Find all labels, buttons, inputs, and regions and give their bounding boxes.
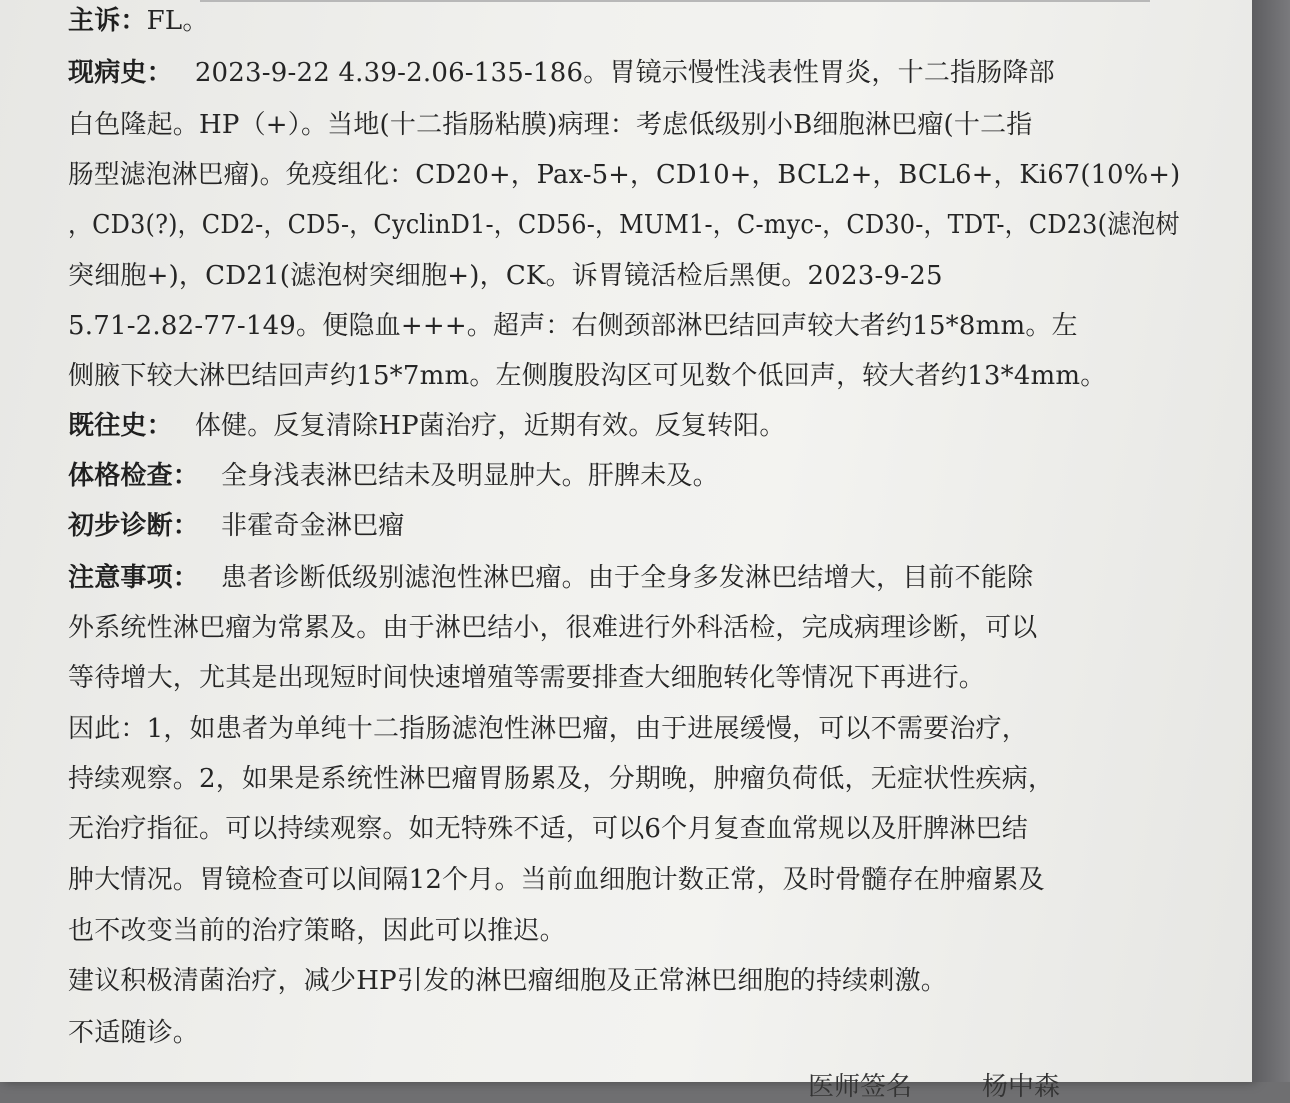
past-history-text: 体健。反复清除HP菌治疗，近期有效。反复转阳。 <box>194 411 786 441</box>
diagnosis-line <box>68 509 404 543</box>
notes-line-3 <box>68 661 985 695</box>
physical-exam-text: 全身浅表淋巴结未及明显肿大。肝脾未及。 <box>221 461 719 491</box>
present-illness-line-6 <box>68 309 1078 343</box>
present-illness-text: 5.71-2.82-77-149。便隐血+++。超声：右侧颈部淋巴结回声较大者约15*8mm。左 <box>68 311 1078 341</box>
notes-text: 患者诊断低级别滤泡性淋巴瘤。由于全身多发淋巴结增大，目前不能除 <box>221 563 1034 593</box>
notes-text: 不适随诊。 <box>68 1018 200 1048</box>
notes-text: 等待增大，尤其是出现短时间快速增殖等需要排查大细胞转化等情况下再进行。 <box>68 663 986 693</box>
notes-line-7 <box>68 863 1045 897</box>
notes-text: 肿大情况。胃镜检查可以间隔12个月。当前血细胞计数正常，及时骨髓存在肿瘤累及 <box>68 865 1045 895</box>
past-history-label: 既往史： <box>68 411 173 441</box>
notes-text: 也不改变当前的治疗策略，因此可以推迟。 <box>68 916 566 946</box>
desk-background <box>1252 0 1290 1082</box>
notes-line-10 <box>68 1016 199 1050</box>
notes-line-9 <box>68 964 947 998</box>
chief-complaint-line <box>68 4 209 38</box>
physical-exam-label: 体格检查： <box>68 461 200 491</box>
present-illness-label: 现病史： <box>68 58 173 88</box>
notes-line-1 <box>68 561 1033 595</box>
present-illness-text: 2023-9-22 4.39-2.06-135-186。胃镜示慢性浅表性胃炎，十二指肠降部 <box>194 58 1055 88</box>
present-illness-text: 侧腋下较大淋巴结回声约15*7mm。左侧腹股沟区可见数个低回声，较大者约13*4mm。 <box>68 361 1107 391</box>
notes-line-8 <box>68 914 566 948</box>
diagnosis-text: 非霍奇金淋巴瘤 <box>221 511 405 541</box>
notes-line-2 <box>68 611 1037 645</box>
present-illness-text: ，CD3(?)，CD2-，CD5-，CyclinD1-，CD56-，MUM1-，C-myc-，CD30-，TDT-，CD23(滤泡树 <box>68 210 1180 240</box>
notes-label: 注意事项： <box>68 563 200 593</box>
present-illness-line-1 <box>68 56 1055 90</box>
present-illness-line-4 <box>68 208 1180 242</box>
notes-text: 建议积极清菌治疗，减少HP引发的淋巴瘤细胞及正常淋巴细胞的持续刺激。 <box>68 966 947 996</box>
past-history-line <box>68 409 786 443</box>
present-illness-line-2 <box>68 108 1033 142</box>
signature-name: 杨中森 <box>982 1072 1061 1102</box>
notes-text: 外系统性淋巴瘤为常累及。由于淋巴结小，很难进行外科活检，完成病理诊断，可以 <box>68 613 1038 643</box>
notes-line-4 <box>68 712 1028 746</box>
notes-line-5 <box>68 762 1054 796</box>
signature-line <box>808 1066 1060 1103</box>
present-illness-line-7 <box>68 359 1106 393</box>
present-illness-text: 肠型滤泡淋巴瘤)。免疫组化：CD20+，Pax-5+，CD10+，BCL2+，BCL6+，Ki67(10%+) <box>68 160 1181 190</box>
signature-label: 医师签名 <box>808 1072 913 1102</box>
diagnosis-label: 初步诊断： <box>68 511 200 541</box>
physical-exam-line <box>68 459 719 493</box>
present-illness-text: 突细胞+)，CD21(滤泡树突细胞+)，CK。诉胃镜活检后黑便。2023-9-25 <box>68 261 943 291</box>
notes-text: 无治疗指征。可以持续观察。如无特殊不适，可以6个月复查血常规以及肝脾淋巴结 <box>68 814 1028 844</box>
notes-text: 因此：1，如患者为单纯十二指肠滤泡性淋巴瘤，由于进展缓慢，可以不需要治疗， <box>68 714 1028 744</box>
chief-complaint-text: FL。 <box>146 6 209 36</box>
present-illness-line-5 <box>68 259 943 293</box>
notes-text: 持续观察。2，如果是系统性淋巴瘤胃肠累及，分期晚，肿瘤负荷低，无症状性疾病， <box>68 764 1055 794</box>
chief-complaint-label: 主诉： <box>68 6 147 36</box>
notes-line-6 <box>68 812 1028 846</box>
present-illness-text: 白色隆起。HP（+）。当地(十二指肠粘膜)病理：考虑低级别小B细胞淋巴瘤(十二指 <box>68 110 1033 140</box>
present-illness-line-3 <box>68 158 1180 192</box>
form-top-rule <box>200 0 1150 2</box>
